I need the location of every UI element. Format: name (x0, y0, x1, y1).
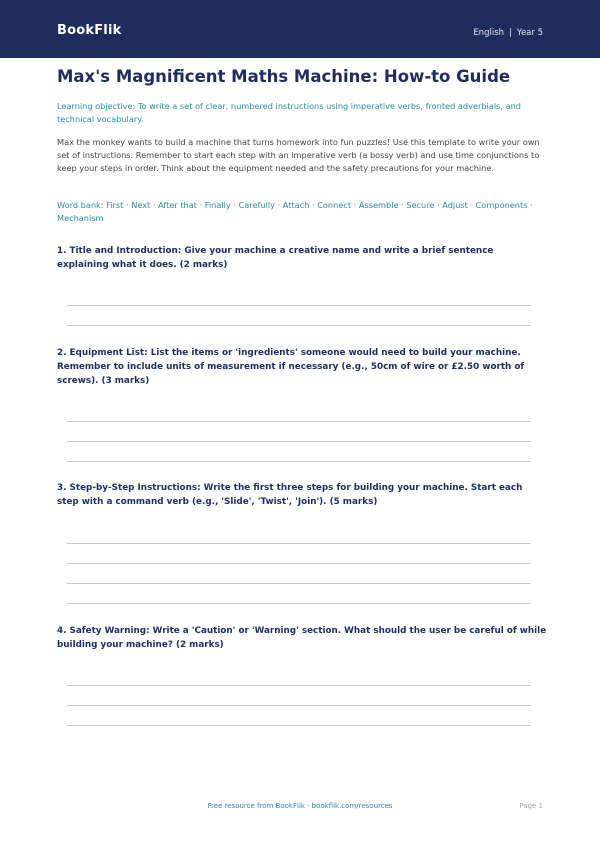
intro-paragraph: Max the monkey wants to build a machine that turns homework into fun puzzles! Use this template to write your own set of instructions. Remember to start each step with an imperative verb (a bossy verb) and use time conjunctions to keep your steps in order. Think about the equipment needed and the safety precautions for your machine. (57, 137, 540, 173)
footer-credit: Free resource from BookFlik · bookflik.com/resources (207, 802, 393, 810)
question-4: 4. Safety Warning: Write a 'Caution' or 'Warning' section. What should the user be careful of while building your machine? (2 marks) (57, 626, 547, 650)
answer-line[interactable] (67, 725, 531, 726)
question-3: 3. Step-by-Step Instructions: Write the first three steps for building your machine. Start each step with a command verb (e.g., 'Slide', 'Twist', 'Join'). (5 marks) (57, 483, 523, 507)
brand-logo: BookFlik (57, 23, 122, 38)
question-1: 1. Title and Introduction: Give your machine a creative name and write a brief sentence explaining what it does. (2 marks) (57, 246, 494, 270)
answer-line[interactable] (67, 705, 531, 706)
answer-line[interactable] (67, 583, 531, 584)
word-bank: Word bank: First · Next · After that · Finally · Carefully · Attach · Connect · Assemble · Secure · Adjust · Components · Mechanism (57, 200, 533, 223)
subject-label: English (473, 28, 505, 38)
meta-separator: | (509, 28, 512, 38)
answer-line[interactable] (67, 461, 531, 462)
learning-objective: Learning objective: To write a set of clear, numbered instructions using imperative verbs, fronted adverbials, and technical vocabulary. (57, 101, 521, 124)
year-label: Year 5 (516, 28, 543, 38)
answer-line[interactable] (67, 543, 531, 544)
page-title: Max's Magnificent Maths Machine: How-to Guide (57, 67, 511, 86)
page-number: Page 1 (519, 802, 543, 810)
answer-line[interactable] (67, 441, 531, 442)
header-bar (0, 0, 600, 58)
answer-line[interactable] (67, 603, 531, 604)
answer-line[interactable] (67, 305, 531, 306)
subject-year (473, 28, 543, 38)
answer-line[interactable] (67, 563, 531, 564)
answer-line[interactable] (67, 325, 531, 326)
answer-line[interactable] (67, 685, 531, 686)
question-2: 2. Equipment List: List the items or 'ingredients' someone would need to build your machine. Remember to include units of measurement if necessary (e.g., 50cm of wire or £2.50 worth of screws). (3 marks) (57, 348, 525, 386)
answer-line[interactable] (67, 421, 531, 422)
